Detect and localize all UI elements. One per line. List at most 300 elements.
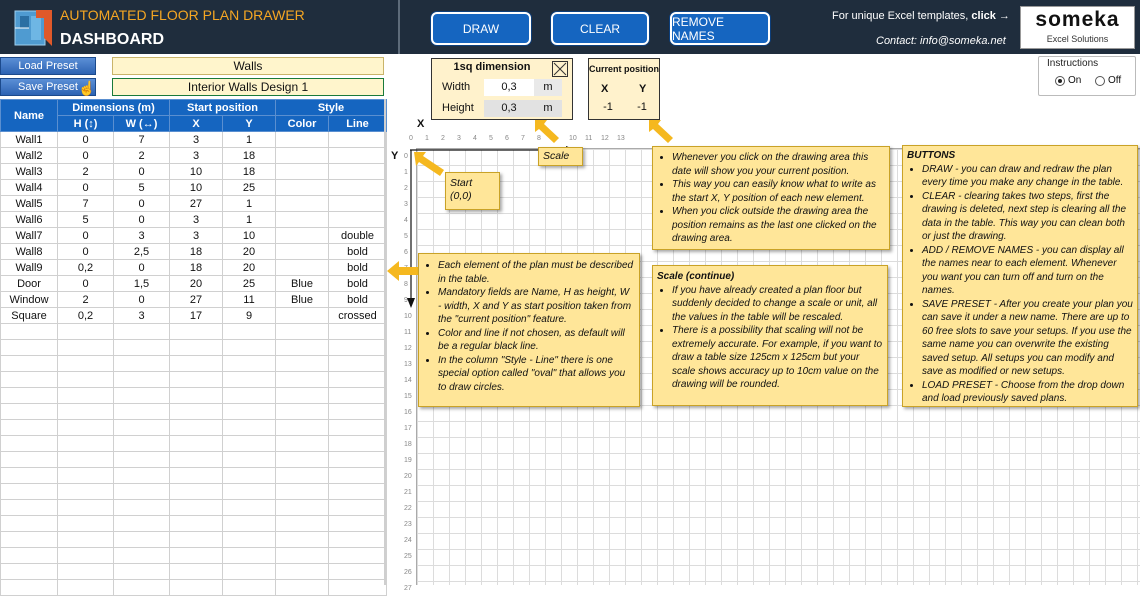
cell-h[interactable]: 7 <box>58 196 114 212</box>
promo-label: For unique Excel templates, <box>832 10 972 22</box>
table-row <box>1 356 387 372</box>
off-label: Off <box>1108 75 1122 86</box>
cell-line[interactable]: crossed <box>329 308 387 324</box>
cell-h[interactable] <box>58 484 114 500</box>
cell-y[interactable] <box>223 548 276 564</box>
cell-line[interactable] <box>329 532 387 548</box>
cell-name[interactable] <box>1 324 58 340</box>
cell-line[interactable] <box>329 420 387 436</box>
cell-line[interactable] <box>329 324 387 340</box>
cell-line[interactable] <box>329 132 387 148</box>
load-preset-button[interactable]: Load Preset <box>0 57 96 75</box>
cell-h[interactable] <box>58 468 114 484</box>
cell-color[interactable] <box>276 452 329 468</box>
table-row <box>1 436 387 452</box>
note-bullet: • Color and line if not chosen, as default will be a regular black line. <box>438 327 635 354</box>
instructions-toggle <box>1038 56 1136 96</box>
cell-line[interactable] <box>329 436 387 452</box>
cell-h[interactable] <box>58 436 114 452</box>
promo-link[interactable]: click → <box>971 10 1010 22</box>
cell-x[interactable] <box>170 516 223 532</box>
hand-cursor-icon: ☝ <box>78 80 96 96</box>
cell-name[interactable]: Wall6 <box>1 212 58 228</box>
cell-w[interactable]: 0 <box>114 212 170 228</box>
cell-h[interactable] <box>58 516 114 532</box>
cell-w[interactable] <box>114 468 170 484</box>
cell-h[interactable]: 0 <box>58 132 114 148</box>
cell-x[interactable] <box>170 356 223 372</box>
table-row <box>1 548 387 564</box>
cell-y[interactable]: 25 <box>223 180 276 196</box>
cell-line[interactable] <box>329 180 387 196</box>
cell-y[interactable] <box>223 404 276 420</box>
height-label: Height <box>442 102 474 114</box>
table-row <box>1 532 387 548</box>
cell-line[interactable] <box>329 500 387 516</box>
table-row <box>1 452 387 468</box>
cell-w[interactable]: 3 <box>114 308 170 324</box>
cell-x[interactable]: 17 <box>170 308 223 324</box>
cell-w[interactable] <box>114 564 170 580</box>
cell-y[interactable] <box>223 420 276 436</box>
cell-y[interactable]: 10 <box>223 228 276 244</box>
cell-line[interactable] <box>329 468 387 484</box>
cell-w[interactable] <box>114 500 170 516</box>
cell-name[interactable] <box>1 340 58 356</box>
cell-line[interactable] <box>329 404 387 420</box>
note-bullet: • DRAW - you can draw and redraw the plan every time you make any change in the table. <box>922 163 1133 190</box>
cell-h[interactable]: 2 <box>58 164 114 180</box>
cell-y[interactable] <box>223 468 276 484</box>
cell-y[interactable]: 20 <box>223 244 276 260</box>
cell-color[interactable] <box>276 468 329 484</box>
dashboard-title: DASHBOARD <box>60 31 164 48</box>
cell-w[interactable]: 3 <box>114 228 170 244</box>
cell-color[interactable] <box>276 420 329 436</box>
cell-y[interactable] <box>223 356 276 372</box>
height-input[interactable]: 0,3 <box>484 100 534 117</box>
cell-color[interactable] <box>276 516 329 532</box>
cell-line[interactable] <box>329 372 387 388</box>
scale-arrow-icon <box>533 118 561 146</box>
cell-name[interactable]: Wall2 <box>1 148 58 164</box>
position-y-value: -1 <box>637 101 647 113</box>
cell-h[interactable] <box>58 452 114 468</box>
y-tick: 1 <box>404 169 408 176</box>
cell-color[interactable] <box>276 260 329 276</box>
cell-h[interactable] <box>58 580 114 596</box>
cell-h[interactable]: 0 <box>58 180 114 196</box>
cell-name[interactable] <box>1 436 58 452</box>
cell-w[interactable]: 0 <box>114 196 170 212</box>
cell-x[interactable] <box>170 372 223 388</box>
elements-table <box>0 99 387 596</box>
cell-h[interactable]: 0 <box>58 228 114 244</box>
cell-w[interactable] <box>114 404 170 420</box>
start-arrow-icon <box>412 150 446 178</box>
cell-y[interactable] <box>223 388 276 404</box>
cell-x[interactable] <box>170 500 223 516</box>
table-row <box>1 148 387 164</box>
cell-h[interactable] <box>58 500 114 516</box>
header-name: Name <box>1 100 58 132</box>
scale-continue-title: Scale (continue) <box>657 271 735 282</box>
cell-color[interactable] <box>276 164 329 180</box>
cell-x[interactable] <box>170 580 223 596</box>
y-tick: 13 <box>404 361 412 368</box>
cell-x[interactable] <box>170 564 223 580</box>
click-position-note <box>652 146 890 250</box>
brand-name: someka <box>1035 8 1120 31</box>
clear-button[interactable]: CLEAR <box>551 12 649 45</box>
cell-color[interactable] <box>276 228 329 244</box>
cell-name[interactable]: Wall3 <box>1 164 58 180</box>
cell-line[interactable] <box>329 548 387 564</box>
cell-line[interactable]: bold <box>329 260 387 276</box>
cell-w[interactable] <box>114 452 170 468</box>
cell-name[interactable]: Wall7 <box>1 228 58 244</box>
cell-line[interactable] <box>329 580 387 596</box>
cell-color[interactable] <box>276 180 329 196</box>
cell-h[interactable] <box>58 340 114 356</box>
x-tick: 7 <box>521 135 525 142</box>
cell-h[interactable]: 5 <box>58 212 114 228</box>
cell-h[interactable] <box>58 420 114 436</box>
note-bullet: • Each element of the plan must be described in the table. <box>438 259 635 286</box>
cell-w[interactable] <box>114 388 170 404</box>
cell-h[interactable] <box>58 356 114 372</box>
cell-name[interactable]: Wall8 <box>1 244 58 260</box>
cell-line[interactable]: bold <box>329 292 387 308</box>
cell-h[interactable]: 0,2 <box>58 260 114 276</box>
cell-h[interactable] <box>58 548 114 564</box>
brand-logo[interactable] <box>1020 6 1135 49</box>
x-tick: 5 <box>489 135 493 142</box>
cell-color[interactable] <box>276 564 329 580</box>
cell-line[interactable] <box>329 516 387 532</box>
cell-name[interactable] <box>1 468 58 484</box>
cell-y[interactable] <box>223 564 276 580</box>
header-x: X <box>170 116 223 132</box>
position-x-value: -1 <box>603 101 613 113</box>
note-bullet: • CLEAR - clearing takes two steps, first the drawing is deleted, next step is clearing all the data in the table. This way you can clean both or just the drawing. <box>922 190 1133 244</box>
header-start-position: Start position <box>170 100 276 116</box>
promo-text <box>832 10 1010 22</box>
cell-name[interactable] <box>1 532 58 548</box>
cell-line[interactable]: bold <box>329 244 387 260</box>
cell-color[interactable] <box>276 340 329 356</box>
note-bullet: • When you click outside the drawing area the position remains as the last one clicked on the drawing area. <box>672 205 885 246</box>
y-tick: 27 <box>404 585 412 592</box>
table-row <box>1 484 387 500</box>
cell-name[interactable] <box>1 564 58 580</box>
cell-name[interactable]: Wall5 <box>1 196 58 212</box>
cell-x[interactable]: 10 <box>170 164 223 180</box>
cell-name[interactable]: Wall9 <box>1 260 58 276</box>
x-tick: 11 <box>585 135 593 142</box>
cell-name[interactable]: Door <box>1 276 58 292</box>
cell-w[interactable] <box>114 356 170 372</box>
note-bullet: • There is a possibility that scaling will not be extremely accurate. For example, if you want to draw a table size 125cm x 125cm but your scale shows accuracy up to 10cm value on the drawing will be rounded. <box>672 324 883 392</box>
cell-x[interactable] <box>170 452 223 468</box>
cell-line[interactable] <box>329 388 387 404</box>
cell-w[interactable] <box>114 372 170 388</box>
cell-y[interactable] <box>223 500 276 516</box>
cell-line[interactable] <box>329 484 387 500</box>
cell-w[interactable] <box>114 484 170 500</box>
header-color: Color <box>276 116 329 132</box>
cell-w[interactable]: 5 <box>114 180 170 196</box>
header-h: H (↕) <box>58 116 114 132</box>
cell-h[interactable]: 0 <box>58 244 114 260</box>
table-row <box>1 180 387 196</box>
cell-color[interactable]: Blue <box>276 276 329 292</box>
x-tick: 10 <box>569 135 577 142</box>
cell-y[interactable] <box>223 372 276 388</box>
cell-y[interactable] <box>223 580 276 596</box>
cell-h[interactable] <box>58 388 114 404</box>
width-input[interactable]: 0,3 <box>484 79 534 96</box>
cell-x[interactable] <box>170 548 223 564</box>
cell-x[interactable]: 3 <box>170 228 223 244</box>
cell-w[interactable]: 0 <box>114 292 170 308</box>
cell-h[interactable]: 2 <box>58 292 114 308</box>
cell-line[interactable]: double <box>329 228 387 244</box>
cell-x[interactable] <box>170 388 223 404</box>
cell-line[interactable] <box>329 452 387 468</box>
cell-y[interactable] <box>223 532 276 548</box>
cell-color[interactable] <box>276 244 329 260</box>
cell-x[interactable]: 3 <box>170 148 223 164</box>
cell-w[interactable]: 7 <box>114 132 170 148</box>
cell-y[interactable]: 1 <box>223 196 276 212</box>
note-bullet: • ADD / REMOVE NAMES - you can display all the names near to each element. Whenever you want you can turn off and turn on the names. <box>922 244 1133 298</box>
cell-h[interactable]: 0 <box>58 276 114 292</box>
cell-h[interactable] <box>58 404 114 420</box>
cell-color[interactable] <box>276 548 329 564</box>
cell-w[interactable] <box>114 580 170 596</box>
cell-name[interactable] <box>1 356 58 372</box>
cell-color[interactable] <box>276 484 329 500</box>
width-unit[interactable]: m <box>534 79 562 96</box>
draw-button[interactable]: DRAW <box>431 12 531 45</box>
y-tick: 15 <box>404 393 412 400</box>
y-tick: 6 <box>404 249 408 256</box>
table-row <box>1 580 387 596</box>
cell-y[interactable] <box>223 436 276 452</box>
cell-color[interactable] <box>276 372 329 388</box>
cell-w[interactable]: 0 <box>114 164 170 180</box>
note-bullet: • If you have already created a plan floor but suddenly decided to change a scale or unit, all the values in the table will be rescaled. <box>672 284 883 325</box>
cell-h[interactable]: 0 <box>58 148 114 164</box>
cell-line[interactable] <box>329 148 387 164</box>
cell-color[interactable] <box>276 132 329 148</box>
preset-name-input[interactable]: Interior Walls Design 1 <box>112 78 384 96</box>
cell-x[interactable] <box>170 436 223 452</box>
cell-w[interactable] <box>114 340 170 356</box>
y-tick: 22 <box>404 505 412 512</box>
cell-y[interactable] <box>223 340 276 356</box>
table-row <box>1 228 387 244</box>
cell-line[interactable] <box>329 212 387 228</box>
cell-h[interactable] <box>58 532 114 548</box>
cell-name[interactable] <box>1 452 58 468</box>
cell-x[interactable] <box>170 340 223 356</box>
cell-color[interactable]: Blue <box>276 292 329 308</box>
cell-y[interactable] <box>223 484 276 500</box>
x-tick: 2 <box>441 135 445 142</box>
cell-h[interactable] <box>58 564 114 580</box>
height-unit[interactable]: m <box>534 100 562 117</box>
cell-color[interactable] <box>276 500 329 516</box>
cell-w[interactable]: 1,5 <box>114 276 170 292</box>
instructions-title: Instructions <box>1047 58 1099 69</box>
cell-name[interactable]: Wall4 <box>1 180 58 196</box>
x-tick: 13 <box>617 135 625 142</box>
cell-color[interactable] <box>276 324 329 340</box>
cell-name[interactable] <box>1 548 58 564</box>
cell-color[interactable] <box>276 580 329 596</box>
cell-line[interactable]: bold <box>329 276 387 292</box>
cell-y[interactable]: 9 <box>223 308 276 324</box>
cell-x[interactable] <box>170 420 223 436</box>
cell-color[interactable] <box>276 404 329 420</box>
cell-h[interactable] <box>58 324 114 340</box>
table-row <box>1 516 387 532</box>
cell-x[interactable]: 18 <box>170 244 223 260</box>
cell-w[interactable] <box>114 516 170 532</box>
table-row <box>1 372 387 388</box>
header-w: W (↔) <box>114 116 170 132</box>
table-row <box>1 308 387 324</box>
cell-x[interactable]: 3 <box>170 212 223 228</box>
y-axis-label: Y <box>391 150 399 162</box>
save-preset-button[interactable]: Save Preset <box>0 78 96 96</box>
cell-x[interactable]: 20 <box>170 276 223 292</box>
y-tick: 19 <box>404 457 412 464</box>
cell-line[interactable] <box>329 564 387 580</box>
cell-name[interactable] <box>1 372 58 388</box>
cell-y[interactable]: 1 <box>223 212 276 228</box>
cell-x[interactable] <box>170 404 223 420</box>
cell-y[interactable]: 25 <box>223 276 276 292</box>
table-row <box>1 340 387 356</box>
cell-h[interactable]: 0,2 <box>58 308 114 324</box>
x-tick: 3 <box>457 135 461 142</box>
cell-y[interactable] <box>223 516 276 532</box>
cell-h[interactable] <box>58 372 114 388</box>
cell-line[interactable] <box>329 356 387 372</box>
cell-line[interactable] <box>329 340 387 356</box>
cell-x[interactable]: 3 <box>170 132 223 148</box>
cell-y[interactable] <box>223 324 276 340</box>
cell-w[interactable]: 2,5 <box>114 244 170 260</box>
y-tick: 0 <box>404 153 408 160</box>
cell-w[interactable] <box>114 324 170 340</box>
position-title: Current position <box>589 64 659 74</box>
y-tick: 14 <box>404 377 412 384</box>
table-arrow-icon <box>387 260 419 282</box>
cell-name[interactable]: Window <box>1 292 58 308</box>
cell-y[interactable]: 18 <box>223 148 276 164</box>
cell-x[interactable] <box>170 324 223 340</box>
cell-color[interactable] <box>276 196 329 212</box>
square-dimension-box <box>431 58 573 120</box>
cell-x[interactable]: 27 <box>170 292 223 308</box>
instructions-off-radio[interactable] <box>1095 75 1121 86</box>
cell-w[interactable]: 2 <box>114 148 170 164</box>
scale-continue-note <box>652 265 888 406</box>
panel-divider <box>384 99 386 585</box>
cell-name[interactable] <box>1 404 58 420</box>
header-line: Line <box>329 116 387 132</box>
cell-y[interactable]: 11 <box>223 292 276 308</box>
cell-color[interactable] <box>276 436 329 452</box>
y-tick: 3 <box>404 201 408 208</box>
elements-note <box>418 253 640 407</box>
cell-x[interactable] <box>170 532 223 548</box>
cell-y[interactable] <box>223 452 276 468</box>
cell-w[interactable] <box>114 420 170 436</box>
cell-x[interactable]: 27 <box>170 196 223 212</box>
cell-w[interactable] <box>114 548 170 564</box>
cell-color[interactable] <box>276 148 329 164</box>
cell-x[interactable] <box>170 468 223 484</box>
cell-y[interactable]: 18 <box>223 164 276 180</box>
position-x-label: X <box>601 83 609 95</box>
cell-x[interactable] <box>170 484 223 500</box>
cell-color[interactable] <box>276 388 329 404</box>
cell-name[interactable] <box>1 500 58 516</box>
cell-name[interactable] <box>1 580 58 596</box>
start-note-line1: Start <box>450 177 473 189</box>
cell-name[interactable]: Square <box>1 308 58 324</box>
cell-name[interactable] <box>1 516 58 532</box>
cell-y[interactable]: 20 <box>223 260 276 276</box>
cell-name[interactable] <box>1 420 58 436</box>
preset-dropdown[interactable]: Walls <box>112 57 384 75</box>
cell-y[interactable]: 1 <box>223 132 276 148</box>
cell-color[interactable] <box>276 308 329 324</box>
cell-name[interactable] <box>1 484 58 500</box>
table-row <box>1 260 387 276</box>
contact-email[interactable]: Contact: info@someka.net <box>876 35 1006 47</box>
cell-line[interactable] <box>329 196 387 212</box>
table-row <box>1 420 387 436</box>
instructions-on-radio[interactable] <box>1055 75 1081 86</box>
header-divider <box>398 0 400 54</box>
cell-name[interactable]: Wall1 <box>1 132 58 148</box>
cell-name[interactable] <box>1 388 58 404</box>
cell-x[interactable]: 18 <box>170 260 223 276</box>
x-tick: 8 <box>537 135 541 142</box>
cell-color[interactable] <box>276 532 329 548</box>
remove-names-button[interactable]: REMOVE NAMES <box>670 12 770 45</box>
table-row <box>1 468 387 484</box>
on-label: On <box>1068 75 1082 86</box>
close-icon[interactable] <box>552 61 568 77</box>
start-note <box>445 172 500 210</box>
dimension-title: 1sq dimension <box>453 61 531 73</box>
cell-color[interactable] <box>276 212 329 228</box>
cell-x[interactable]: 10 <box>170 180 223 196</box>
cell-line[interactable] <box>329 164 387 180</box>
cell-w[interactable] <box>114 532 170 548</box>
cell-color[interactable] <box>276 356 329 372</box>
cell-w[interactable]: 0 <box>114 260 170 276</box>
x-tick: 4 <box>473 135 477 142</box>
cell-w[interactable] <box>114 436 170 452</box>
